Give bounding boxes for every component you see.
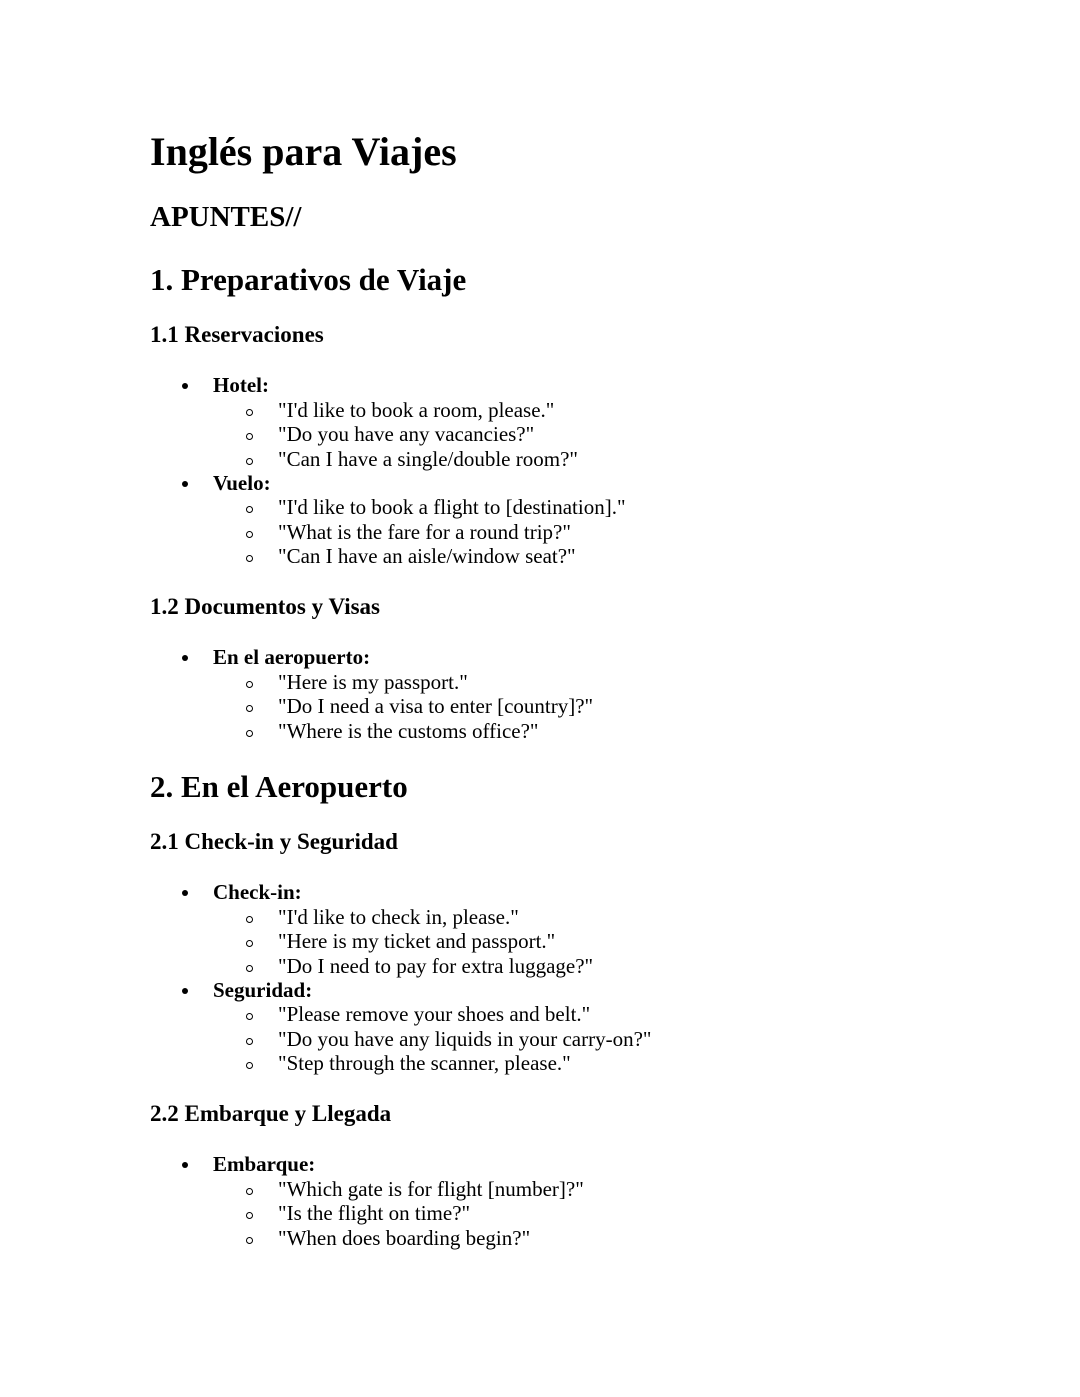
- bullet-circle-icon: [246, 916, 253, 923]
- section-heading-aeropuerto: 2. En el Aeropuerto: [150, 769, 408, 804]
- phrase-item: "When does boarding begin?": [278, 1226, 531, 1250]
- phrase-item: "Can I have a single/double room?": [278, 447, 578, 471]
- phrase-item: "I'd like to book a room, please.": [278, 398, 555, 422]
- subsection-heading-embarque: 2.2 Embarque y Llegada: [150, 1101, 392, 1126]
- phrase-item: "Do I need to pay for extra luggage?": [278, 954, 594, 978]
- phrase-item: "Step through the scanner, please.": [278, 1051, 571, 1075]
- list-item-checkin: Check-in:: [213, 880, 302, 904]
- phrase-item: "Do you have any vacancies?": [278, 422, 535, 446]
- phrase-item: "Here is my ticket and passport.": [278, 929, 556, 953]
- phrase-item: "I'd like to book a flight to [destination].": [278, 495, 626, 519]
- bullet-circle-icon: [246, 1212, 253, 1219]
- bullet-circle-icon: [246, 1013, 253, 1020]
- phrase-item: "Here is my passport.": [278, 670, 468, 694]
- page-title: Inglés para Viajes: [150, 129, 457, 174]
- bullet-circle-icon: [246, 409, 253, 416]
- bullet-disc-icon: [182, 890, 188, 896]
- list-item-hotel: Hotel:: [213, 373, 269, 397]
- bullet-circle-icon: [246, 506, 253, 513]
- bullet-disc-icon: [182, 655, 188, 661]
- bullet-circle-icon: [246, 681, 253, 688]
- list-item-aeropuerto: En el aeropuerto:: [213, 645, 371, 669]
- bullet-disc-icon: [182, 481, 188, 487]
- bullet-circle-icon: [246, 458, 253, 465]
- list-item-embarque: Embarque:: [213, 1152, 316, 1176]
- bullet-circle-icon: [246, 730, 253, 737]
- phrase-item: "Which gate is for flight [number]?": [278, 1177, 584, 1201]
- phrase-item: "Do you have any liquids in your carry-on?": [278, 1027, 652, 1051]
- bullet-disc-icon: [182, 383, 188, 389]
- list-item-vuelo: Vuelo:: [213, 471, 271, 495]
- bullet-circle-icon: [246, 555, 253, 562]
- bullet-circle-icon: [246, 1062, 253, 1069]
- bullet-circle-icon: [246, 433, 253, 440]
- phrase-item: "Where is the customs office?": [278, 719, 539, 743]
- bullet-disc-icon: [182, 988, 188, 994]
- phrase-item: "I'd like to check in, please.": [278, 905, 519, 929]
- list-item-seguridad: Seguridad:: [213, 978, 313, 1002]
- phrase-item: "Is the flight on time?": [278, 1201, 471, 1225]
- subsection-heading-checkin: 2.1 Check-in y Seguridad: [150, 829, 398, 854]
- bullet-circle-icon: [246, 1038, 253, 1045]
- phrase-item: "Can I have an aisle/window seat?": [278, 544, 576, 568]
- section-heading-preparativos: 1. Preparativos de Viaje: [150, 262, 467, 297]
- phrase-item: "What is the fare for a round trip?": [278, 520, 571, 544]
- phrase-item: "Please remove your shoes and belt.": [278, 1002, 591, 1026]
- bullet-disc-icon: [182, 1162, 188, 1168]
- bullet-circle-icon: [246, 1188, 253, 1195]
- bullet-circle-icon: [246, 940, 253, 947]
- subsection-heading-reservaciones: 1.1 Reservaciones: [150, 322, 324, 347]
- bullet-circle-icon: [246, 1237, 253, 1244]
- phrase-item: "Do I need a visa to enter [country]?": [278, 694, 594, 718]
- subsection-heading-documentos: 1.2 Documentos y Visas: [150, 594, 381, 619]
- notes-subtitle: APUNTES//: [150, 201, 302, 233]
- bullet-circle-icon: [246, 531, 253, 538]
- bullet-circle-icon: [246, 965, 253, 972]
- bullet-circle-icon: [246, 705, 253, 712]
